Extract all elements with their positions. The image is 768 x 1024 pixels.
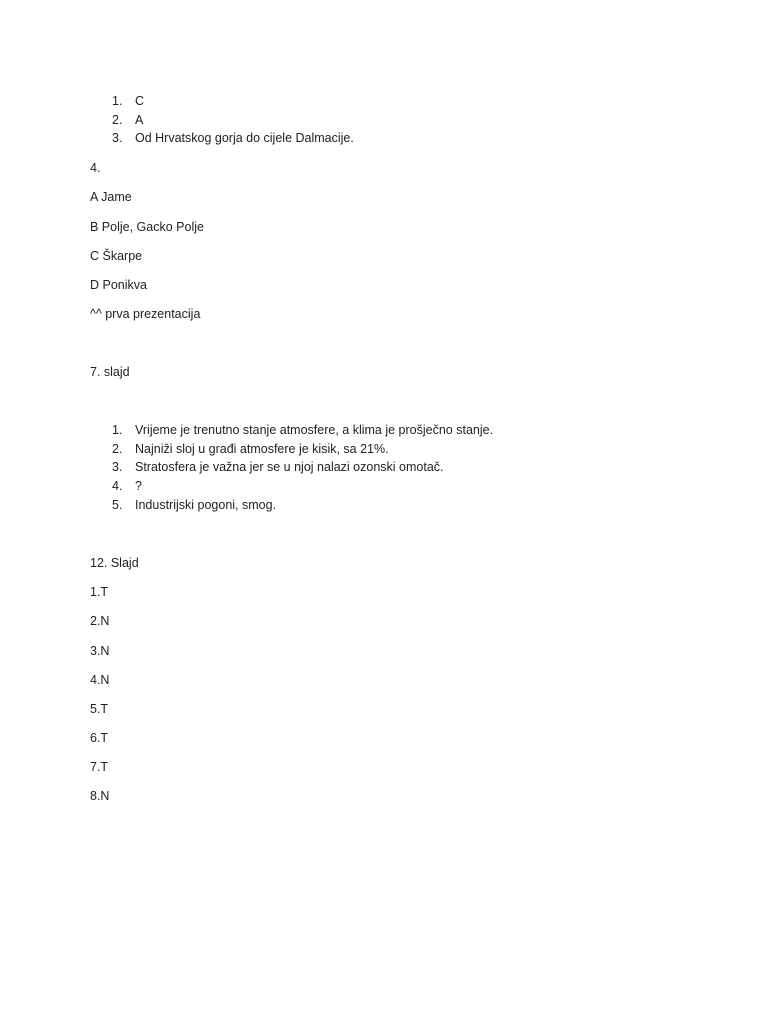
answer-line: 2.N xyxy=(90,614,110,628)
list-text: Najniži sloj u građi atmosfere je kisik, sa 21%. xyxy=(135,441,389,456)
list-item xyxy=(90,496,708,515)
paragraph-prva-prezentacija: ^^ prva prezentacija xyxy=(90,307,201,321)
list-number: 3. xyxy=(112,131,123,146)
answer-line: 6.T xyxy=(90,731,109,745)
list-text: Industrijski pogoni, smog. xyxy=(135,497,277,512)
list-number: 1. xyxy=(112,423,123,437)
paragraph-4: 4. xyxy=(90,161,101,175)
answer-line: 7.T xyxy=(90,760,109,774)
list-item xyxy=(90,458,708,477)
answer-line: 1.T xyxy=(90,585,109,599)
paragraph-slajd-12: 12. Slajd xyxy=(90,556,139,570)
list-item xyxy=(90,421,708,440)
paragraph-c: C Škarpe xyxy=(90,249,143,263)
paragraph-slajd-7: 7. slajd xyxy=(90,365,130,379)
answer-line: 8.N xyxy=(90,789,110,803)
list-text: ? xyxy=(135,479,142,494)
list-number: 1. xyxy=(112,94,123,108)
list-item xyxy=(90,129,708,148)
list-text: Stratosfera je važna jer se u njoj nalazi ozonski omotač. xyxy=(135,460,444,475)
list-text: Vrijeme je trenutno stanje atmosfere, a klima je prošječno stanje. xyxy=(135,423,494,437)
list-text: Od Hrvatskog gorja do cijele Dalmacije. xyxy=(135,131,354,146)
answer-list-1 xyxy=(90,92,708,148)
list-number: 4. xyxy=(112,479,123,494)
list-item xyxy=(90,92,708,111)
answer-line: 4.N xyxy=(90,673,110,687)
list-text: A xyxy=(135,112,144,127)
answer-line: 3.N xyxy=(90,644,110,658)
list-text: C xyxy=(135,94,145,108)
list-number: 2. xyxy=(112,441,123,456)
paragraph-a: A Jame xyxy=(90,190,132,204)
list-item xyxy=(90,477,708,496)
list-number: 3. xyxy=(112,460,123,475)
paragraph-b: B Polje, Gacko Polje xyxy=(90,220,204,234)
list-number: 5. xyxy=(112,497,123,512)
list-item xyxy=(90,111,708,130)
answer-list-2 xyxy=(90,421,708,514)
list-item xyxy=(90,440,708,459)
paragraph-d: D Ponikva xyxy=(90,278,147,292)
answer-line: 5.T xyxy=(90,702,109,716)
list-number: 2. xyxy=(112,112,123,127)
